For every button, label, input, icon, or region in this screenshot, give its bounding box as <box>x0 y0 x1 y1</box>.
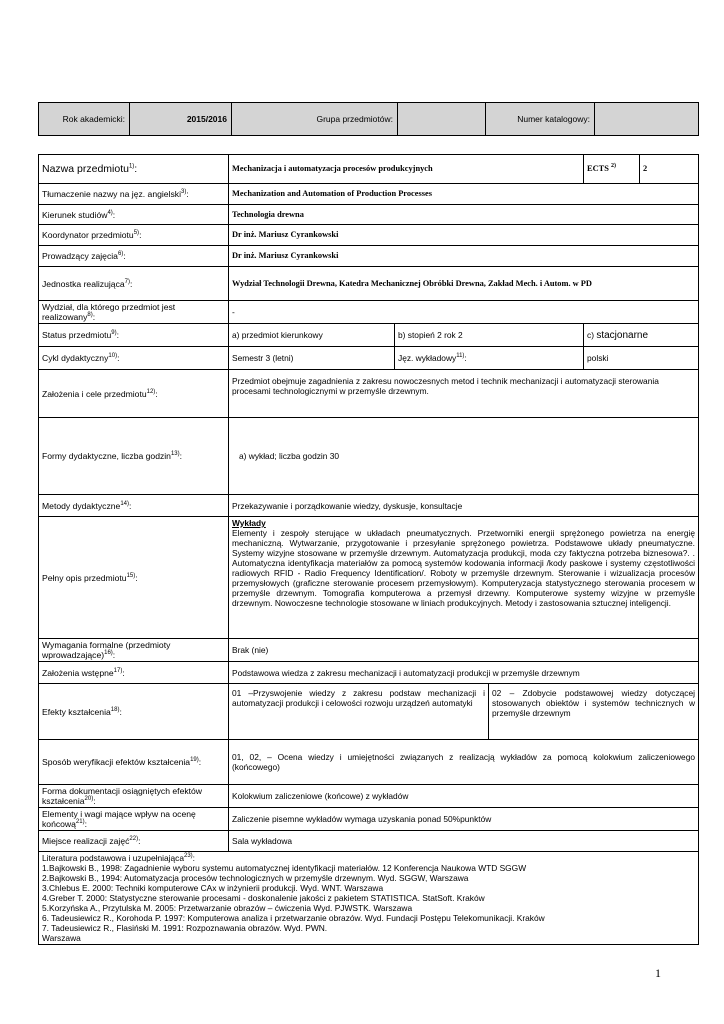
description-heading: Wykłady <box>232 518 266 528</box>
unit-label: Jednostka realizująca$^{7)}$: <box>39 267 229 301</box>
location-value: Sala wykładowa <box>229 831 699 852</box>
documentation-label: Forma dokumentacji osiągniętych efektów kształcenia$^{20)}$: <box>39 785 229 808</box>
language-value: polski <box>584 347 699 370</box>
faculty-label: Wydział, dla którego przedmiot jest realizowany$^{8)}$: <box>39 301 229 324</box>
methods-value: Przekazywanie i porządkowanie wiedzy, dyskusje, konsultacje <box>229 495 699 517</box>
coordinator-label: Koordynator przedmiotu$^{5)}$: <box>39 225 229 246</box>
literature-item: 1.Bajkowski B., 1998: Zagadnienie wyboru systemu automatycznej identyfikacji materiałów. 12 Konferencja Naukowa WTD SGGW <box>42 863 527 873</box>
row-field <box>39 205 699 225</box>
header-table <box>38 102 699 136</box>
row-forms <box>39 418 699 495</box>
catalog-number-value <box>595 103 699 136</box>
verification-value: 01, 02, – Ocena wiedzy i umiejętności związanych z realizacją wykładów za pomocą kolokwium zaliczeniowego (końcowego) <box>229 740 699 785</box>
row-cycle <box>39 347 699 370</box>
row-grading <box>39 808 699 831</box>
literature-item: 5.Korzyńska A., Przytulska M. 2005: Przetwarzanie obrazów – ćwiczenia Wyd. PJWSTK. Warszawa <box>42 903 413 913</box>
field-label: Kierunek studiów$^{4)}$: <box>39 205 229 225</box>
grading-value: Zaliczenie pisemne wykładów wymaga uzyskania ponad 50%punktów <box>229 808 699 831</box>
outcome-02: 02 – Zdobycie podstawowej wiedzy dotyczącej stosowanych obiektów i systemów technicznych w przemyśle drzewnym <box>489 684 699 740</box>
status-c: c) stacjonarne <box>584 324 699 347</box>
row-location <box>39 831 699 852</box>
documentation-value: Kolokwium zaliczeniowe (końcowe) z wykładów <box>229 785 699 808</box>
goals-value: Przedmiot obejmuje zagadnienia z zakresu nowoczesnych metod i technik mechanizacji i automatyzacji sterowania procesami technologicznymi w przemyśle drzewnym. <box>229 370 699 418</box>
ects-label: ECTS $^{2)}$ <box>584 155 640 184</box>
row-course-name <box>39 155 699 184</box>
row-coordinator <box>39 225 699 246</box>
outcome-01: 01 –Przyswojenie wiedzy z zakresu podstaw mechanizacji i automatyzacji produkcji i celowości rozwoju urządzeń automatyki <box>229 684 489 740</box>
catalog-number-label: Numer katalogowy: <box>486 103 595 136</box>
row-goals <box>39 370 699 418</box>
verification-label: Sposób weryfikacji efektów kształcenia$^{19)}$: <box>39 740 229 785</box>
methods-label: Metody dydaktyczne$^{14)}$: <box>39 495 229 517</box>
subject-group-value <box>398 103 486 136</box>
subject-group-label: Grupa przedmiotów: <box>232 103 398 136</box>
row-translation <box>39 184 699 205</box>
outcomes-label: Efekty kształcenia$^{18)}$: <box>39 684 229 740</box>
lecturer-label: Prowadzący zajęcia$^{6)}$: <box>39 246 229 267</box>
row-description <box>39 517 699 639</box>
row-documentation <box>39 785 699 808</box>
literature-item: 4.Greber T. 2000: Statystyczne sterowanie procesami - doskonalenie jakości z pakietem STATISTICA. StatSoft. Kraków <box>42 893 485 903</box>
forms-label: Formy dydaktyczne, liczba godzin$^{13)}$: <box>39 418 229 495</box>
description-text: Elementy i zespoły sterujące w układach pneumatycznych. Przetworniki energii sprężonego powietrza na energię mechaniczną. Wytwarzanie, przygotowanie i przesyłanie sprężonego powietrza. Podstawowe układy pneumatyczne. Systemy wizyjne stosowane w przemyśle drzewnym. Automatyzacja produkcji, moda czy faktyczna potrzeba biznesowa?. . Automatyczna identyfikacja materiałów za pomocą systemów kodowania informacji /kody paskowe i systemy częstotliwości radiowych RFID - Radio Frequency Identification/. Roboty w przemyśle drzewnym. Sterowanie i wizualizacja procesów przemysłowych (graficzne sterowanie procesem przemysłowym). Komputeryzacja statystycznego sterowania procesem w przemyśle drzewnym. Tomografia komputerowa a przemysł drzewny. Komputerowe systemy wizyjne w przemyśle drzewnym. Nowoczesne technologie stosowane w liniach produkcyjnych. Metody i zastosowania sztucznej inteligencji. <box>232 528 696 608</box>
academic-year-value: 2015/2016 <box>130 103 232 136</box>
literature-cell <box>39 852 699 945</box>
row-methods <box>39 495 699 517</box>
row-requirements <box>39 639 699 662</box>
row-outcomes <box>39 684 699 740</box>
literature-item: Warszawa <box>42 933 81 943</box>
translation-value: Mechanization and Automation of Production Processes <box>229 184 699 205</box>
row-unit <box>39 267 699 301</box>
cycle-value: Semestr 3 (letni) <box>229 347 395 370</box>
status-label: Status przedmiotu$^{9)}$: <box>39 324 229 347</box>
prerequisites-label: Założenia wstępne$^{17)}$: <box>39 662 229 684</box>
cycle-label: Cykl dydaktyczny$^{10)}$: <box>39 347 229 370</box>
coordinator-value: Dr inż. Mariusz Cyrankowski <box>229 225 699 246</box>
prerequisites-value: Podstawowa wiedza z zakresu mechanizacji i automatyzacji produkcji w przemyśle drzewnym <box>229 662 699 684</box>
literature-item: 6. Tadeusiewicz R., Korohoda P. 1997: Komputerowa analiza i przetwarzanie obrazów. Wyd. Fundacji Postępu Telekomunikacji. Kraków <box>42 913 545 923</box>
status-a: a) przedmiot kierunkowy <box>229 324 395 347</box>
requirements-value: Brak (nie) <box>229 639 699 662</box>
row-lecturer <box>39 246 699 267</box>
row-verification <box>39 740 699 785</box>
literature-item: 2.Bajkowski B., 1994: Automatyzacja procesów technologicznych w przemyśle drzewnym. Wyd. SGGW, Warszawa <box>42 873 469 883</box>
lecturer-value: Dr inż. Mariusz Cyrankowski <box>229 246 699 267</box>
translation-label: Tłumaczenie nazwy na jęz. angielski$^{3)}$: <box>39 184 229 205</box>
faculty-value: - <box>229 301 699 324</box>
literature-item: 7. Tadeusiewicz R., Flasiński M. 1991: Rozpoznawania obrazów. Wyd. PWN. <box>42 923 328 933</box>
language-label: Jęz. wykładowy$^{11)}$: <box>395 347 584 370</box>
field-value: Technologia drewna <box>229 205 699 225</box>
ects-value: 2 <box>640 155 699 184</box>
status-b: b) stopień 2 rok 2 <box>395 324 584 347</box>
literature-heading: Literatura podstawowa i uzupełniająca$^{23)}$: <box>42 853 195 863</box>
course-name-value: Mechanizacja i automatyzacja procesów produkcyjnych <box>229 155 584 184</box>
forms-value: a) wykład; liczba godzin 30 <box>229 418 699 495</box>
description-label: Pełny opis przedmiotu$^{15)}$: <box>39 517 229 639</box>
unit-value: Wydział Technologii Drewna, Katedra Mechanicznej Obróbki Drewna, Zakład Mech. i Autom. w PD <box>229 267 699 301</box>
course-name-label: Nazwa przedmiotu$^{1)}$: <box>39 155 229 184</box>
course-table <box>38 154 699 945</box>
row-status <box>39 324 699 347</box>
literature-item: 3.Chlebus E. 2000: Techniki komputerowe CAx w inżynierii produkcji. Wyd. WNT. Warszawa <box>42 883 384 893</box>
row-literature <box>39 852 699 945</box>
row-prerequisites <box>39 662 699 684</box>
page-number: 1 <box>655 966 661 980</box>
row-faculty <box>39 301 699 324</box>
requirements-label: Wymagania formalne (przedmioty wprowadzające)$^{16)}$: <box>39 639 229 662</box>
description-value <box>229 517 699 639</box>
academic-year-label: Rok akademicki: <box>39 103 130 136</box>
location-label: Miejsce realizacji zajęć$^{22)}$: <box>39 831 229 852</box>
grading-label: Elementy i wagi mające wpływ na ocenę końcową$^{21)}$: <box>39 808 229 831</box>
goals-label: Założenia i cele przedmiotu$^{12)}$: <box>39 370 229 418</box>
